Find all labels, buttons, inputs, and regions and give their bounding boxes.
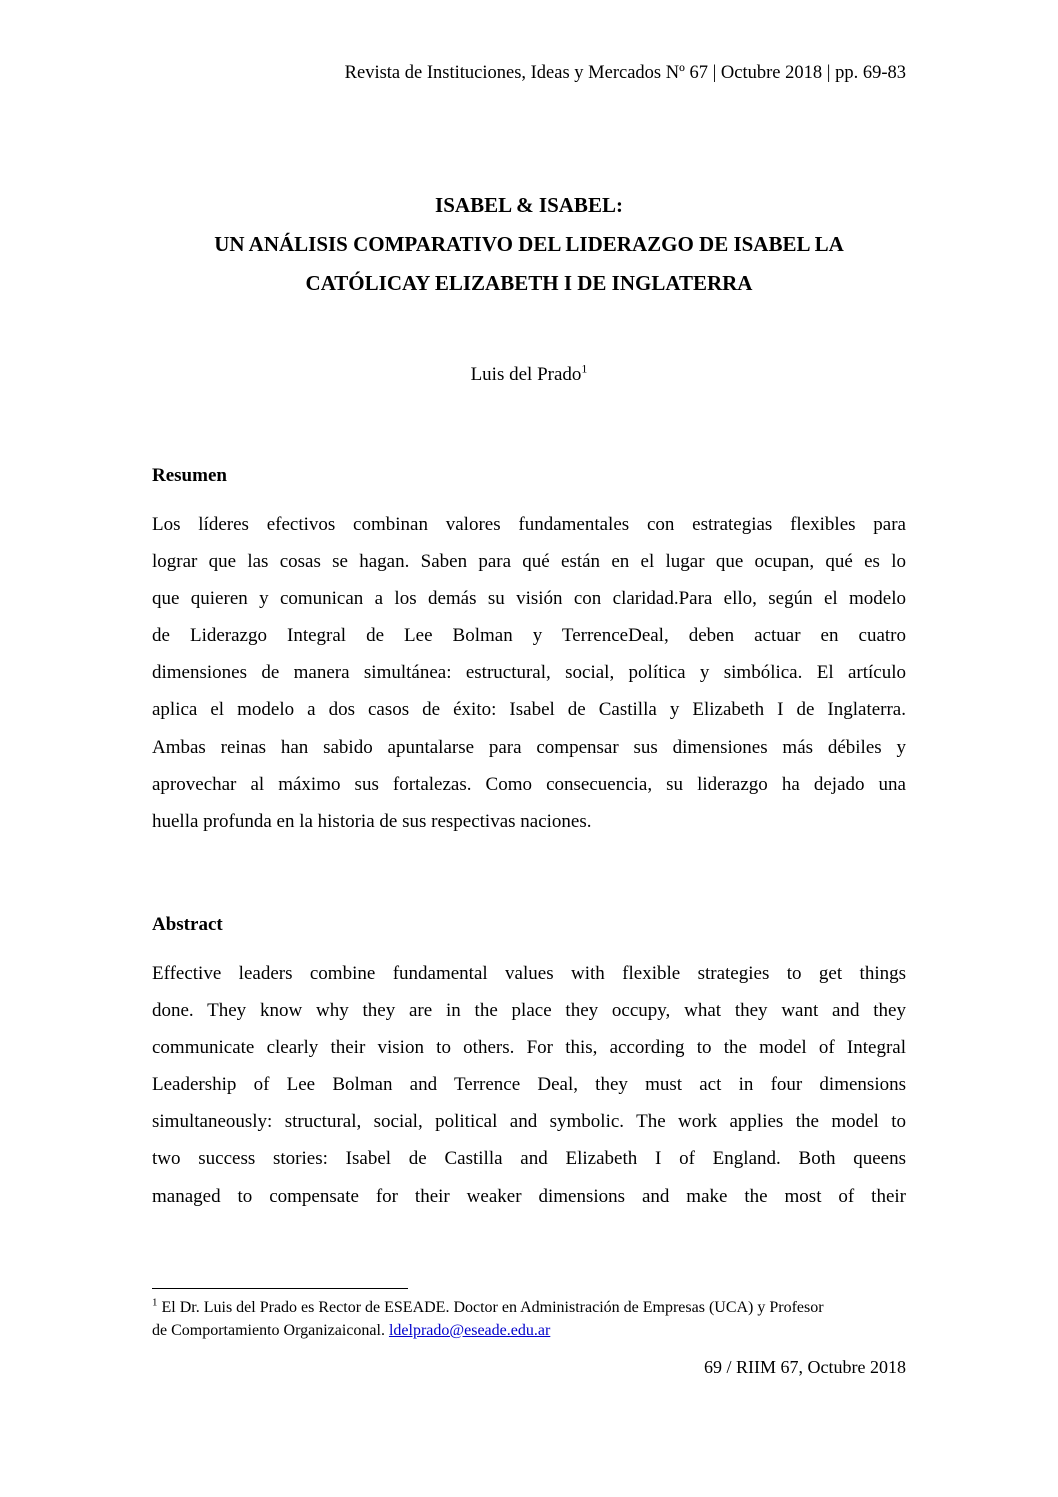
abstract-line: Leadership of Lee Bolman and Terrence Deal, they must act in four dimensions [152,1074,906,1096]
footnote [152,1296,912,1342]
title-line-1: ISABEL & ISABEL: [435,193,623,217]
title-line-2: UN ANÁLISIS COMPARATIVO DEL LIDERAZGO DE ISABEL LA [214,232,844,256]
resumen-line: lograr que las cosas se hagan. Saben para qué están en el lugar que ocupan, qué es lo [152,551,906,573]
page-footer: 69 / RIIM 67, Octubre 2018 [704,1357,906,1377]
footnote-text-1: El Dr. Luis del Prado es Rector de ESEADE. Doctor en Administración de Empresas (UCA) y Profesor [157,1299,824,1316]
footnote-divider [152,1288,408,1289]
abstract-line: simultaneously: structural, social, political and symbolic. The work applies the model to [152,1111,906,1133]
resumen-line: Los líderes efectivos combinan valores fundamentales con estrategias flexibles para [152,514,906,535]
footnote-line-2 [152,1319,912,1342]
resumen-line: huella profunda en la historia de sus respectivas naciones. [152,810,592,832]
resumen-line: que quieren y comunican a los demás su visión con claridad.Para ello, según el modelo [152,588,906,610]
footnote-line-1 [152,1296,912,1319]
resumen-line: aprovechar al máximo sus fortalezas. Como consecuencia, su liderazgo ha dejado una [152,773,906,795]
title-line-3: CATÓLICAY ELIZABETH I DE INGLATERRA [305,271,753,295]
author-line [0,361,1058,386]
abstract-line: done. They know why they are in the place they occupy, what they want and they [152,1000,906,1022]
author-email-link[interactable]: ldelprado@eseade.edu.ar [388,1322,551,1339]
resumen-line: Ambas reinas han sabido apuntalarse para compensar sus dimensiones más débiles y [152,736,906,758]
abstract-line: managed to compensate for their weaker dimensions and make the most of their [152,1185,906,1207]
abstract-line: two success stories: Isabel de Castilla and Elizabeth I of England. Both queens [152,1148,906,1170]
abstract-heading: Abstract [152,914,223,935]
resumen-heading: Resumen [152,465,227,486]
article-title [140,186,918,303]
footnote-mark: 1 [152,1296,158,1309]
running-header: Revista de Instituciones, Ideas y Mercados Nº 67 | Octubre 2018 | pp. 69-83 [344,63,906,83]
resumen-paragraph [152,514,906,848]
author-footnote-mark[interactable]: 1 [581,361,588,376]
resumen-line: dimensiones de manera simultánea: estructural, social, política y simbólica. El artículo [152,662,906,684]
abstract-line: communicate clearly their vision to others. For this, according to the model of Integral [152,1037,906,1059]
resumen-line: aplica el modelo a dos casos de éxito: Isabel de Castilla y Elizabeth I de Inglaterra. [152,699,906,721]
resumen-line: de Liderazgo Integral de Lee Bolman y TerrenceDeal, deben actuar en cuatro [152,625,906,647]
abstract-line: Effective leaders combine fundamental values with flexible strategies to get things [152,963,906,984]
author-name: Luis del Prado [470,364,582,385]
abstract-paragraph [152,963,906,1223]
footnote-text-2: de Comportamiento Organizaiconal. [152,1322,389,1339]
